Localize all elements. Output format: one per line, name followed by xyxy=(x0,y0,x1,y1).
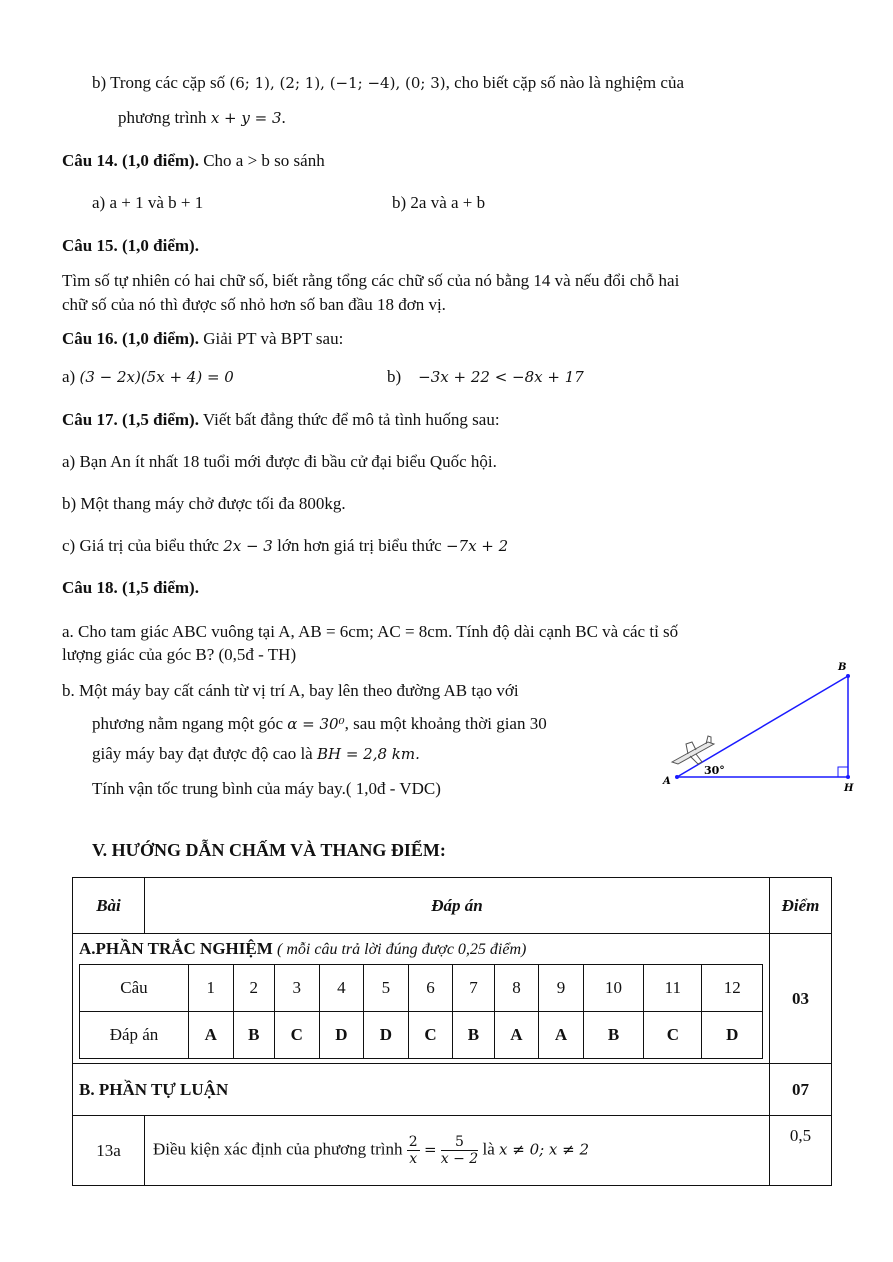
q13b-line2 xyxy=(118,107,286,129)
head-bai: Bài xyxy=(73,878,145,934)
answer-cell: C xyxy=(644,1012,702,1059)
q-number: 12 xyxy=(702,965,763,1012)
q14-text: Cho a > b so sánh xyxy=(198,151,325,170)
q18-b-line2 xyxy=(92,713,547,735)
frac1-num: 2 xyxy=(408,1134,418,1150)
q17-c-expr1: 2x − 3 xyxy=(223,537,273,555)
answer-cell: A xyxy=(539,1012,584,1059)
answer-cell: D xyxy=(364,1012,409,1059)
answer-cell: D xyxy=(319,1012,364,1059)
answer-cell: C xyxy=(408,1012,453,1059)
answer-cell: A xyxy=(494,1012,539,1059)
answer-cell: B xyxy=(233,1012,274,1059)
row-13a-answer xyxy=(145,1116,770,1186)
q-number: 5 xyxy=(364,965,409,1012)
q16-a xyxy=(62,366,234,388)
q14-heading xyxy=(62,150,325,172)
q13b-suffix: , cho biết cặp số nào là nghiệm của xyxy=(445,73,684,92)
row-13a-text: Điều kiện xác định của phương trình xyxy=(153,1139,403,1159)
q-number: 6 xyxy=(408,965,453,1012)
q18-a-line1: a. Cho tam giác ABC vuông tại A, AB = 6cm; AC = 8cm. Tính độ dài cạnh BC và các tỉ số xyxy=(62,622,679,641)
q17-a: a) Bạn An ít nhất 18 tuổi mới được đi bầu cử đại biểu Quốc hội. xyxy=(62,452,497,471)
side-ab xyxy=(677,676,848,777)
row-13a-id: 13a xyxy=(73,1116,145,1186)
point-h xyxy=(846,775,850,779)
answer-cell: A xyxy=(189,1012,234,1059)
angle-label: 30° xyxy=(704,764,725,777)
airplane-icon xyxy=(672,736,714,764)
q14-title: Câu 14. (1,0 điểm). xyxy=(62,151,199,170)
head-dap-an: Đáp án xyxy=(145,878,770,934)
q18-b-line3 xyxy=(92,743,420,765)
q18-b-line2-prefix: phương nằm ngang một góc xyxy=(92,714,284,733)
q14-a: a) a + 1 và b + 1 xyxy=(92,193,204,212)
fraction-5-over-x-2 xyxy=(441,1134,478,1167)
row-13a-cond: x ≠ 0; x ≠ 2 xyxy=(499,1140,590,1159)
q17-text: Viết bất đẳng thức để mô tả tình huống sau: xyxy=(198,410,500,429)
q16-heading xyxy=(62,328,343,350)
part-b-score: 07 xyxy=(770,1064,832,1116)
q16-a-expr: (3 − 2x)(5x + 4) = 0 xyxy=(79,368,234,386)
q-number: 1 xyxy=(189,965,234,1012)
q13b-pairs: (6; 1), (2; 1), (−1; −4), (0; 3) xyxy=(229,74,446,92)
q18-b-line4: Tính vận tốc trung bình của máy bay.( 1,0đ - VDC) xyxy=(92,779,441,798)
q16-a-label: a) xyxy=(62,367,76,386)
q-number: 7 xyxy=(453,965,494,1012)
head-diem: Điểm xyxy=(770,878,832,934)
q14-b: b) 2a và a + b xyxy=(392,193,486,212)
cau-label: Câu xyxy=(80,965,189,1012)
frac2-num: 5 xyxy=(441,1134,478,1151)
point-b xyxy=(846,674,850,678)
part-b-title: B. PHẦN TỰ LUẬN xyxy=(73,1064,770,1116)
answer-cell: D xyxy=(702,1012,763,1059)
point-a xyxy=(675,775,679,779)
q-number: 10 xyxy=(583,965,643,1012)
label-b: B xyxy=(838,662,847,673)
section-v-title: V. HƯỚNG DẪN CHẤM VÀ THANG ĐIỂM: xyxy=(92,840,446,860)
q-number: 8 xyxy=(494,965,539,1012)
part-a-note: ( mỗi câu trả lời đúng được 0,25 điểm) xyxy=(277,941,527,958)
frac1-den: x xyxy=(409,1151,418,1167)
q13b-end: . xyxy=(281,108,286,127)
q16-title: Câu 16. (1,0 điểm). xyxy=(62,329,199,348)
q17-title: Câu 17. (1,5 điểm). xyxy=(62,410,199,429)
q17-c-prefix: c) Giá trị của biểu thức xyxy=(62,536,219,555)
q18-b-line3-expr: BH = 2,8 km. xyxy=(316,745,420,763)
row-13a-la: là xyxy=(482,1139,495,1159)
row-13a xyxy=(73,1116,832,1186)
q18-b-line3-prefix: giây máy bay đạt được độ cao là xyxy=(92,744,313,763)
q18-b-line2-suffix: , sau một khoảng thời gian 30 xyxy=(344,714,547,733)
q-number: 4 xyxy=(319,965,364,1012)
q17-b: b) Một thang máy chở được tối đa 800kg. xyxy=(62,494,346,513)
row-13a-eq: = xyxy=(423,1140,437,1159)
q13b-line2-text: phương trình xyxy=(118,108,207,127)
q16-b-expr: −3x + 22 < −8x + 17 xyxy=(418,368,584,386)
part-a-heading xyxy=(79,938,763,961)
q13b-line1 xyxy=(92,72,684,94)
right-angle-mark xyxy=(838,767,848,777)
q17-c-expr2: −7x + 2 xyxy=(445,537,509,555)
q16-b-label: b) xyxy=(387,367,402,386)
q15-line1: Tìm số tự nhiên có hai chữ số, biết rằng tổng các chữ số của nó bằng 14 và nếu đổi chỗ hai xyxy=(62,271,680,290)
grading-table xyxy=(72,877,832,1186)
answer-cell: B xyxy=(453,1012,494,1059)
label-a: A xyxy=(663,776,671,787)
q18-b-line2-expr: α = 30⁰ xyxy=(287,715,345,733)
q13b-prefix: b) Trong các cặp số xyxy=(92,73,226,92)
q17-heading xyxy=(62,409,500,431)
part-a-score: 03 xyxy=(770,934,832,1064)
q-number: 3 xyxy=(274,965,319,1012)
q17-c-mid: lớn hơn giá trị biểu thức xyxy=(277,536,442,555)
q16-text: Giải PT và BPT sau: xyxy=(198,329,344,348)
q16-b xyxy=(387,366,584,388)
q15-title: Câu 15. (1,0 điểm). xyxy=(62,236,199,255)
answer-cell: C xyxy=(274,1012,319,1059)
q18-a-line2: lượng giác của góc B? (0,5đ - TH) xyxy=(62,645,297,664)
answer-cell: B xyxy=(583,1012,643,1059)
answer-key-table xyxy=(79,964,763,1059)
fraction-2-over-x xyxy=(407,1134,420,1167)
q-number: 9 xyxy=(539,965,584,1012)
q18-title: Câu 18. (1,5 điểm). xyxy=(62,578,199,597)
q18-b-line1: b. Một máy bay cất cánh từ vị trí A, bay lên theo đường AB tạo với xyxy=(62,681,519,700)
q-number: 2 xyxy=(233,965,274,1012)
q13b-equation: x + y = 3 xyxy=(210,109,282,127)
q15-line2: chữ số của nó thì được số nhỏ hơn số ban đầu 18 đơn vị. xyxy=(62,295,446,314)
triangle-diagram xyxy=(660,660,865,795)
dapan-label: Đáp án xyxy=(80,1012,189,1059)
part-a-cell xyxy=(73,934,770,1064)
q-number: 11 xyxy=(644,965,702,1012)
q17-c xyxy=(62,535,508,557)
row-13a-score: 0,5 xyxy=(770,1116,832,1186)
frac2-den: x − 2 xyxy=(440,1151,479,1167)
part-a-title: A.PHẦN TRẮC NGHIỆM xyxy=(79,939,273,958)
answer-key-row-answers xyxy=(80,1012,763,1059)
answer-key-row-numbers xyxy=(80,965,763,1012)
label-h: H xyxy=(844,783,854,794)
